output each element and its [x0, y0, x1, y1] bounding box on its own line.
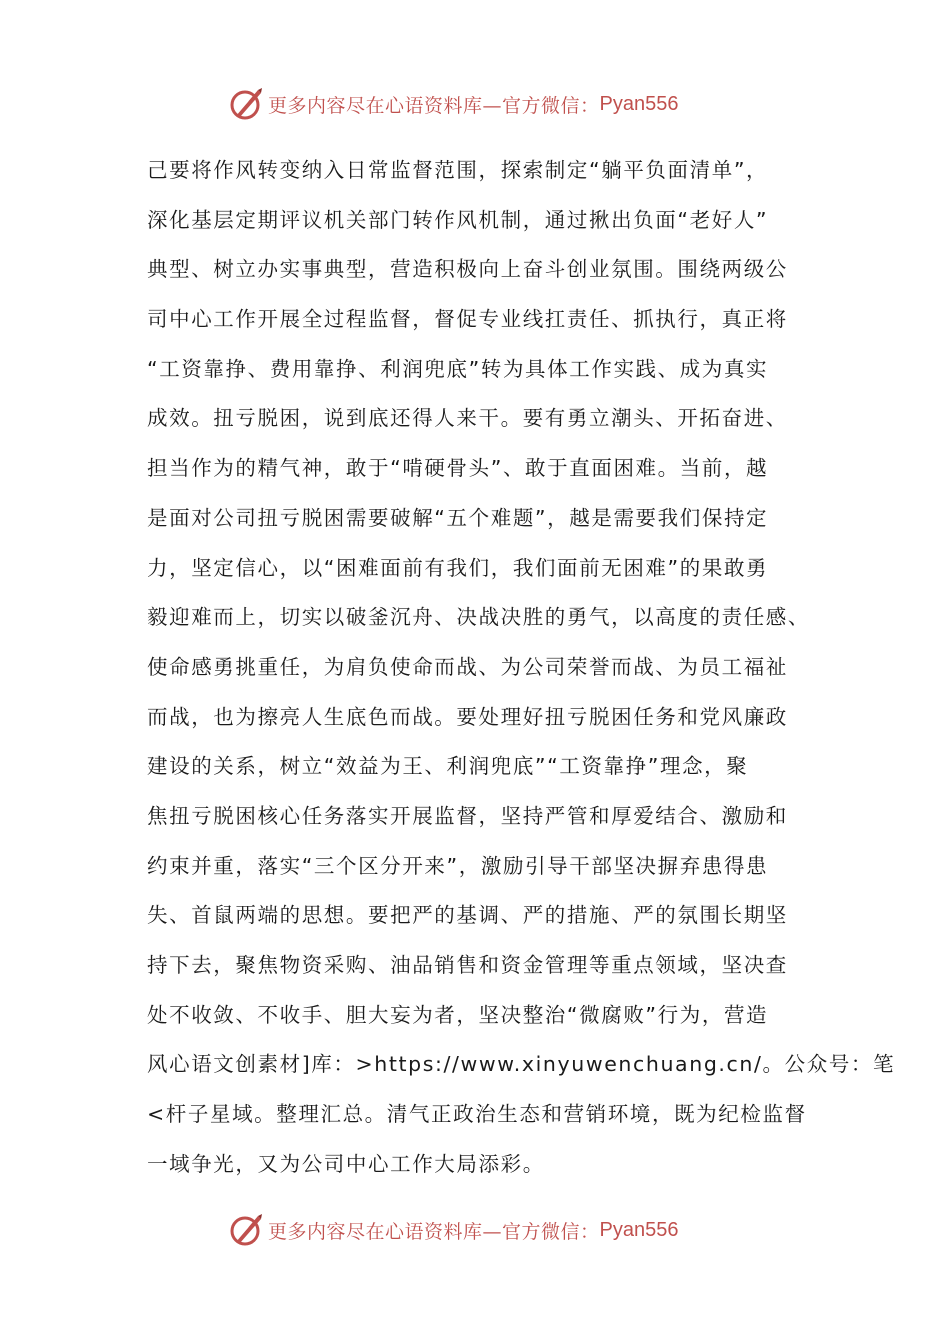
body-line: 风心语文创素材]库：>https://www.xinyuwenchuang.cn/。公众号：笔	[147, 1052, 896, 1077]
body-line: 己要将作风转变纳入日常监督范围，探索制定“躺平负面清单”，	[147, 158, 769, 182]
header-banner	[228, 84, 678, 124]
body-line: 而战，也为擦亮人生底色而战。要处理好扭亏脱困任务和党风廉政	[147, 704, 788, 729]
footer-banner	[228, 1210, 678, 1250]
banner-text: 更多内容尽在心语资料库—官方微信：	[268, 1220, 600, 1243]
body-line: 使命感勇挑重任，为肩负使命而战、为公司荣誉而战、为员工福祉	[147, 654, 788, 679]
body-line: 担当作为的精气神，敢于“啃硬骨头”、敢于直面困难。当前，越	[147, 456, 769, 481]
banner-wechat-id: Pyan556	[599, 1218, 679, 1241]
body-line: 司中心工作开展全过程监督，督促专业线扛责任、抓执行，真正将	[147, 307, 788, 332]
body-line: 约束并重，落实“三个区分开来”，激励引导干部坚决摒弃患得患	[147, 853, 769, 878]
quill-logo-icon	[228, 1212, 264, 1248]
body-line: <杆子星域。整理汇总。清气正政治生态和营销环境，既为纪检监督	[147, 1102, 807, 1127]
banner-text: 更多内容尽在心语资料库—官方微信：	[268, 94, 600, 117]
body-line: 失、首鼠两端的思想。要把严的基调、严的措施、严的氛围长期坚	[147, 903, 788, 928]
banner-wechat-id: Pyan556	[599, 92, 679, 115]
body-line: 一域争光，又为公司中心工作大局添彩。	[147, 1151, 545, 1176]
body-line: 处不收敛、不收手、胆大妄为者，坚决整治“微腐败”行为，营造	[147, 1002, 769, 1027]
body-line: 是面对公司扭亏脱困需要破解“五个难题”，越是需要我们保持定	[147, 505, 769, 530]
body-line: 持下去，聚焦物资采购、油品销售和资金管理等重点领域，坚决查	[147, 953, 788, 977]
body-line: 建设的关系，树立“效益为王、利润兜底”“工资靠挣”理念，聚	[147, 754, 749, 779]
body-line: 力，坚定信心，以“困难面前有我们，我们面前无困难”的果敢勇	[147, 555, 769, 580]
body-line: 典型、树立办实事典型，营造积极向上奋斗创业氛围。围绕两级公	[147, 257, 788, 282]
body-line: 深化基层定期评议机关部门转作风机制，通过揪出负面“老好人”	[147, 207, 769, 232]
body-line: 焦扭亏脱困核心任务落实开展监督，坚持严管和厚爱结合、激励和	[147, 803, 788, 828]
body-line: 毅迎难而上，切实以破釜沉舟、决战决胜的勇气，以高度的责任感、	[147, 605, 810, 630]
quill-logo-icon	[228, 86, 264, 122]
body-line: “工资靠挣、费用靠挣、利润兜底”转为具体工作实践、成为真实	[147, 356, 769, 381]
body-line: 成效。扭亏脱困，说到底还得人来干。要有勇立潮头、开拓奋进、	[147, 406, 788, 431]
document-body	[147, 152, 896, 1195]
